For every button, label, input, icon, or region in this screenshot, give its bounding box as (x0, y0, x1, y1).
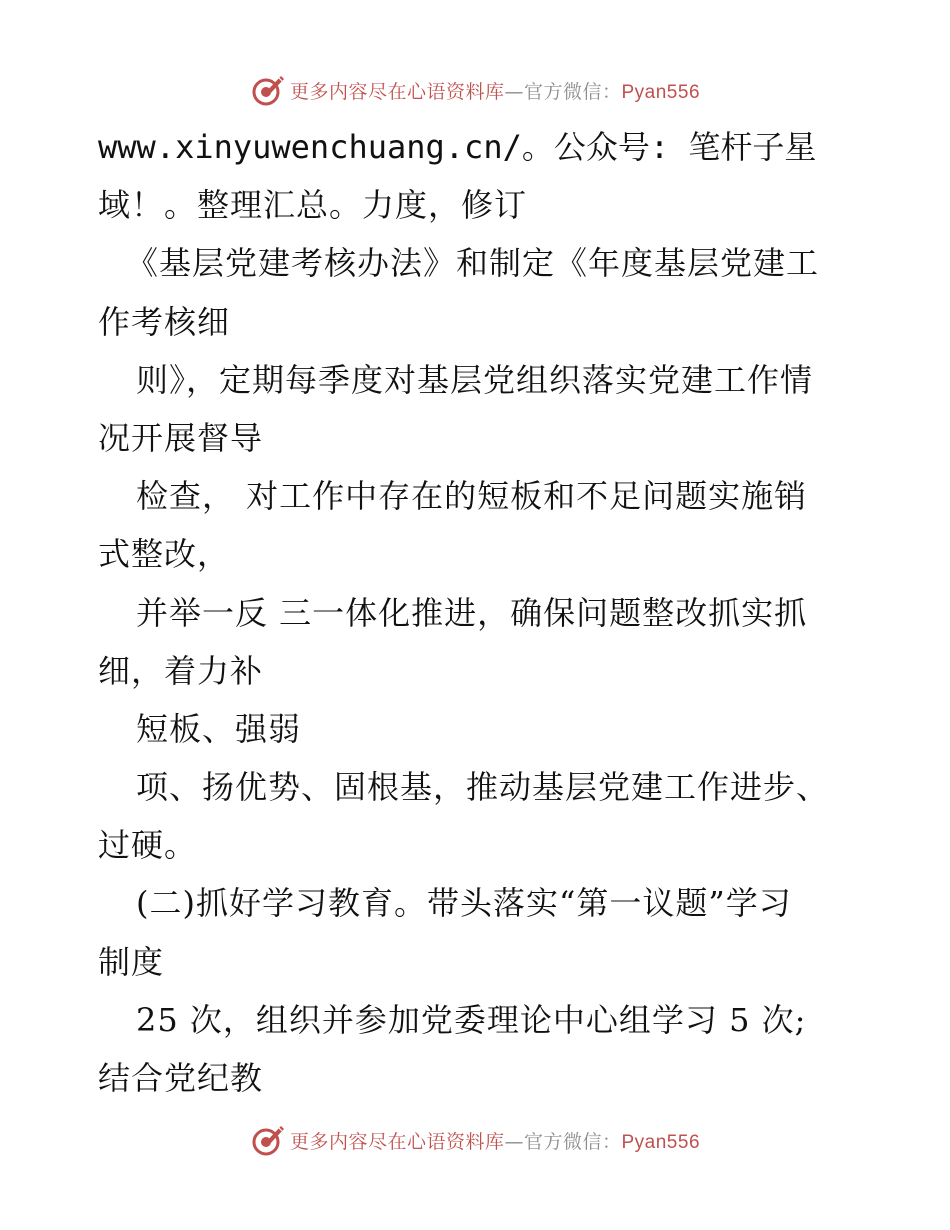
text-line: 作考核细 (98, 302, 231, 341)
header-banner (0, 68, 950, 112)
document-body (98, 118, 858, 1107)
text-line: 过硬。 (98, 826, 198, 865)
text-line: 式整改， (98, 535, 231, 574)
text-line: 域！。整理汇总。力度，修订 (98, 186, 528, 225)
footer-banner (0, 1118, 950, 1162)
pen-logo-icon (250, 1122, 286, 1158)
footer-wechat-id: Pyan556 (621, 1131, 701, 1153)
header-site-text: 更多内容尽在心语资料库 (289, 80, 505, 103)
text-line: 结合党纪教 (98, 1059, 264, 1097)
text-line: 《基层党建考核办法》和制定《年度基层党建工 (126, 244, 820, 283)
header-wechat-id: Pyan556 (621, 81, 701, 103)
text-line: 制度 (98, 942, 165, 981)
text-line: 短板、强弱 (136, 709, 302, 748)
header-dash: — (504, 80, 524, 103)
footer-site-text: 更多内容尽在心语资料库 (289, 1130, 505, 1153)
text-line: 细，着力补 (98, 651, 264, 690)
header-wechat-label: 官方微信： (523, 80, 622, 103)
text-line: 25 次，组织并参加党委理论中心组学习 5 次; (136, 1000, 807, 1039)
footer-wechat-label: 官方微信： (523, 1130, 622, 1153)
text-line: www.xinyuwenchuang.cn/。公众号: 笔杆子星 (98, 128, 817, 166)
pen-logo-icon (250, 72, 286, 108)
text-line: 并举一反 三一体化推进，确保问题整改抓实抓 (136, 593, 808, 632)
text-line: 项、扬优势、固根基，推动基层党建工作进步、 (136, 768, 830, 807)
text-line: 况开展督导 (98, 418, 264, 457)
footer-dash: — (504, 1130, 524, 1153)
text-line: 则》，定期每季度对基层党组织落实党建工作情 (136, 360, 814, 399)
text-line: 检查， 对工作中存在的短板和不足问题实施销 (136, 477, 808, 516)
text-line: (二)抓好学习教育。带头落实“第一议题”学习 (136, 884, 792, 923)
